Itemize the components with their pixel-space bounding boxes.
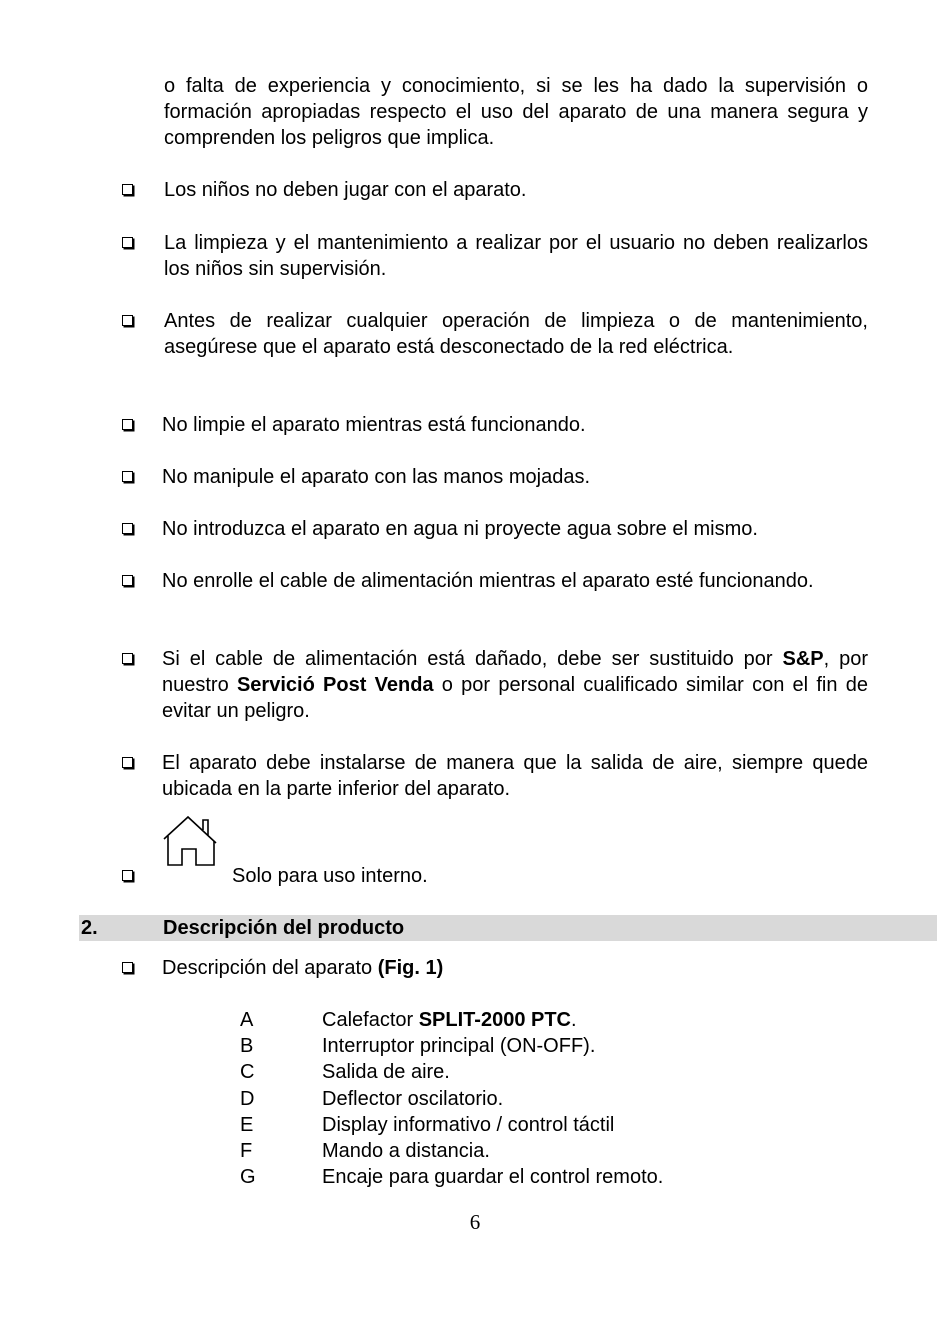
part-text: Calefactor — [322, 1009, 419, 1031]
part-letter: A — [240, 1009, 254, 1031]
checkbox-square-icon — [122, 237, 133, 248]
parts-list — [240, 1007, 663, 1190]
part-row-g — [240, 1164, 663, 1190]
part-row-c — [240, 1059, 663, 1085]
part-text: Display informativo / control táctil — [322, 1113, 615, 1136]
checkbox-square-icon — [122, 315, 133, 326]
part-letter: F — [240, 1139, 253, 1162]
part-letter: B — [240, 1035, 254, 1058]
checkbox-square-icon — [122, 757, 133, 768]
model-name: SPLIT-2000 PTC — [418, 1009, 571, 1031]
checkbox-square-icon — [122, 184, 133, 195]
part-row-a — [240, 1007, 663, 1033]
section-number: 2. — [81, 917, 98, 939]
bullet-text: No manipule el aparato con las manos mojadas. — [162, 466, 591, 488]
bullet-text: Antes de realizar cualquier operación de limpieza o de mantenimiento, asegúrese que el aparato está desconectado de la red eléctrica. — [164, 310, 868, 358]
checkbox-square-icon — [122, 575, 133, 586]
bullet-text: Solo para uso interno. — [232, 865, 428, 887]
part-letter: D — [240, 1087, 255, 1110]
part-text: Mando a distancia. — [322, 1139, 490, 1162]
part-letter: G — [240, 1166, 256, 1189]
part-text-end: . — [571, 1009, 577, 1031]
bullet-text — [162, 955, 868, 981]
checkbox-square-icon — [122, 471, 133, 482]
checkbox-square-icon — [122, 870, 133, 881]
part-text: Deflector oscilatorio. — [322, 1087, 504, 1110]
bullet-text — [162, 646, 868, 724]
part-text: Encaje para guardar el control remoto. — [322, 1166, 664, 1189]
part-row-f — [240, 1138, 663, 1164]
description-label: Descripción del aparato — [162, 957, 378, 979]
part-text: Salida de aire. — [322, 1061, 450, 1084]
bullet-text: No limpie el aparato mientras está funcionando. — [162, 414, 586, 436]
checkbox-square-icon — [122, 653, 133, 664]
bullet-text: Los niños no deben jugar con el aparato. — [164, 179, 527, 201]
bullet-text: No enrolle el cable de alimentación mientras el aparato esté funcionando. — [162, 570, 814, 592]
part-letter: C — [240, 1061, 255, 1084]
bullet-text-part: o por personal cualificado similar con el fin de evitar un peligro. — [162, 674, 868, 722]
bullet-text: No introduzca el aparato en agua ni proyecte agua sobre el mismo. — [162, 518, 758, 540]
part-letter: E — [240, 1113, 254, 1136]
figure-reference: (Fig. 1) — [377, 957, 444, 979]
part-row-d — [240, 1086, 663, 1112]
checkbox-square-icon — [122, 962, 133, 973]
checkbox-square-icon — [122, 523, 133, 534]
checkbox-square-icon — [122, 419, 133, 430]
bullet-text-part: Si el cable de alimentación está dañado, debe ser sustituido por — [162, 648, 783, 670]
page-number: 6 — [469, 1210, 481, 1234]
bullet-text-part: , por nuestro — [162, 648, 868, 696]
part-row-e — [240, 1112, 663, 1138]
bullet-text: El aparato debe instalarse de manera que la salida de aire, siempre quede ubicada en la parte inferior del aparato. — [162, 752, 868, 800]
part-text: Interruptor principal (ON-OFF). — [322, 1035, 596, 1058]
part-row-b — [240, 1033, 663, 1059]
house-icon — [162, 815, 220, 867]
section-title: Descripción del producto — [163, 917, 405, 939]
intro-paragraph: o falta de experiencia y conocimiento, si se les ha dado la supervisión o formación apropiadas respecto el uso del aparato de una manera segura y comprenden los peligros que implica. — [164, 75, 868, 149]
brand-name: S&P — [782, 648, 824, 670]
service-name: Servició Post Venda — [236, 674, 434, 696]
bullet-text: La limpieza y el mantenimiento a realizar por el usuario no deben realizarlos los niños sin supervisión. — [164, 232, 868, 280]
